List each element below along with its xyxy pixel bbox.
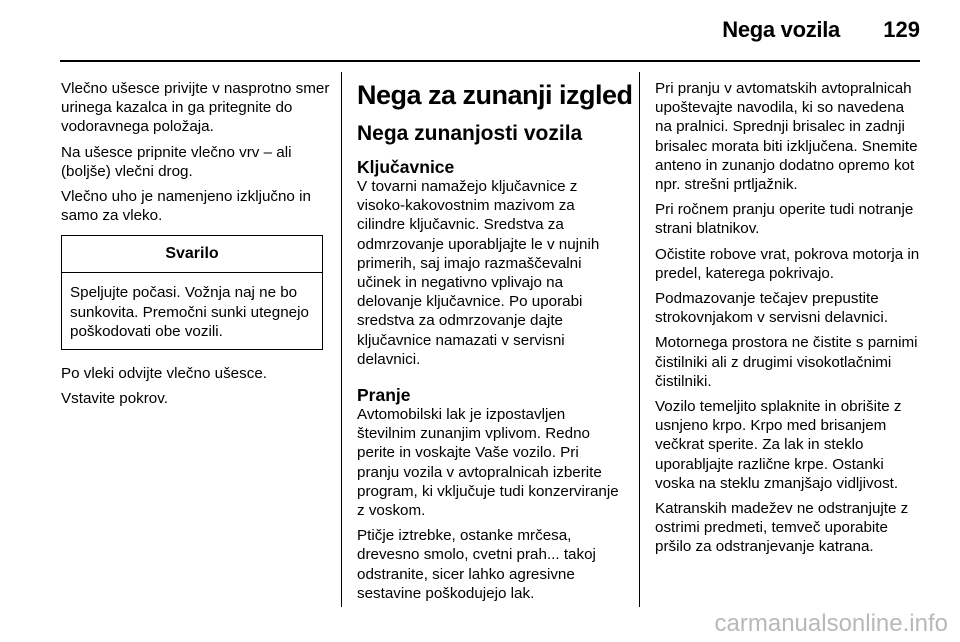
warning-box <box>61 235 323 350</box>
column-divider-2 <box>639 72 640 607</box>
warning-text: Speljujte počasi. Vožnja naj ne bo sunkovita. Premočni sunki utegnejo poškodovati obe vozili. <box>70 284 309 340</box>
paragraph: Vstavite pokrov. <box>61 390 168 408</box>
watermark: carmanualsonline.info <box>714 610 948 637</box>
column-2 <box>357 79 633 609</box>
subsection-heading-washing: Pranje <box>357 385 411 406</box>
paragraph: Vlečno uho je namenjeno izključno in samo za vleko. <box>61 188 311 225</box>
paragraph: Katranskih madežev ne odstranjujte z ostrimi predmeti, temveč uporabite pršilo za odstranjevanje katrana. <box>655 500 909 556</box>
paragraph: Pri pranju v avtomatskih avtopralnicah upoštevajte navodila, ki so navedena na pralnici. Sprednji brisalec in zadnji brisalec morata biti izključena. Snemite anteno in zunanjo dodatno opremo kot npr. strešni prtljažnik. <box>655 80 918 194</box>
page-header <box>0 0 960 62</box>
paragraph: V tovarni namažejo ključavnice z visoko-kakovostnim mazivom za cilindre ključavnic. Sredstva za odmrzovanje uporabljajte le v nujnih primerih, saj imajo razmaščevalni učinek in negativno vplivajo na delovanje ključavnice. Po uporabi sredstva za odmrzovanje dajte ključavnice namazati v servisni delavnici. <box>357 178 600 368</box>
paragraph: Pri ročnem pranju operite tudi notranje strani blatnikov. <box>655 201 914 238</box>
warning-title: Svarilo <box>62 236 322 273</box>
paragraph: Avtomobilski lak je izpostavljen številnim zunanjim vplivom. Redno perite in voskajte Vaše vozilo. Pri pranju vozila v avtopralnicah izberite program, ki vključuje tudi konzerviranje z voskom. <box>357 406 619 520</box>
paragraph: Podmazovanje tečajev prepustite strokovnjakom v servisni delavnici. <box>655 290 888 327</box>
paragraph: Vlečno ušesce privijte v nasprotno smer urinega kazalca in ga pritegnite do vodoravnega položaja. <box>61 80 330 136</box>
paragraph: Motornega prostora ne čistite s parnimi čistilniki ali z drugimi visokotlačnimi čistilniki. <box>655 334 918 390</box>
paragraph: Ptičje iztrebke, ostanke mrčesa, drevesno smolo, cvetni prah... takoj odstranite, sicer lahko agresivne sestavine poškodujejo lak. <box>357 527 596 602</box>
paragraph: Po vleki odvijte vlečno ušesce. <box>61 365 267 383</box>
paragraph: Na ušesce pripnite vlečno vrv – ali (boljše) vlečni drog. <box>61 143 292 180</box>
subsection-heading-locks: Ključavnice <box>357 157 455 177</box>
column-1 <box>61 79 331 414</box>
paragraph: Očistite robove vrat, pokrova motorja in predel, katerega pokrivajo. <box>655 245 920 282</box>
page-number: 129 <box>883 17 920 42</box>
header-divider <box>60 60 920 62</box>
paragraph: Vozilo temeljito splaknite in obrišite z usnjeno krpo. Krpo med brisanjem večkrat sperite. Za lak in steklo uporabljajte različne krpe. Ostanki voska na steklu zmanjšajo vidljivost. <box>655 398 902 492</box>
section-heading-main: Nega za zunanji izgled <box>357 80 633 110</box>
page-title: Nega vozila <box>722 17 840 42</box>
column-3 <box>655 79 925 563</box>
column-divider-1 <box>341 72 342 607</box>
section-heading-sub: Nega zunanjosti vozila <box>357 122 583 145</box>
